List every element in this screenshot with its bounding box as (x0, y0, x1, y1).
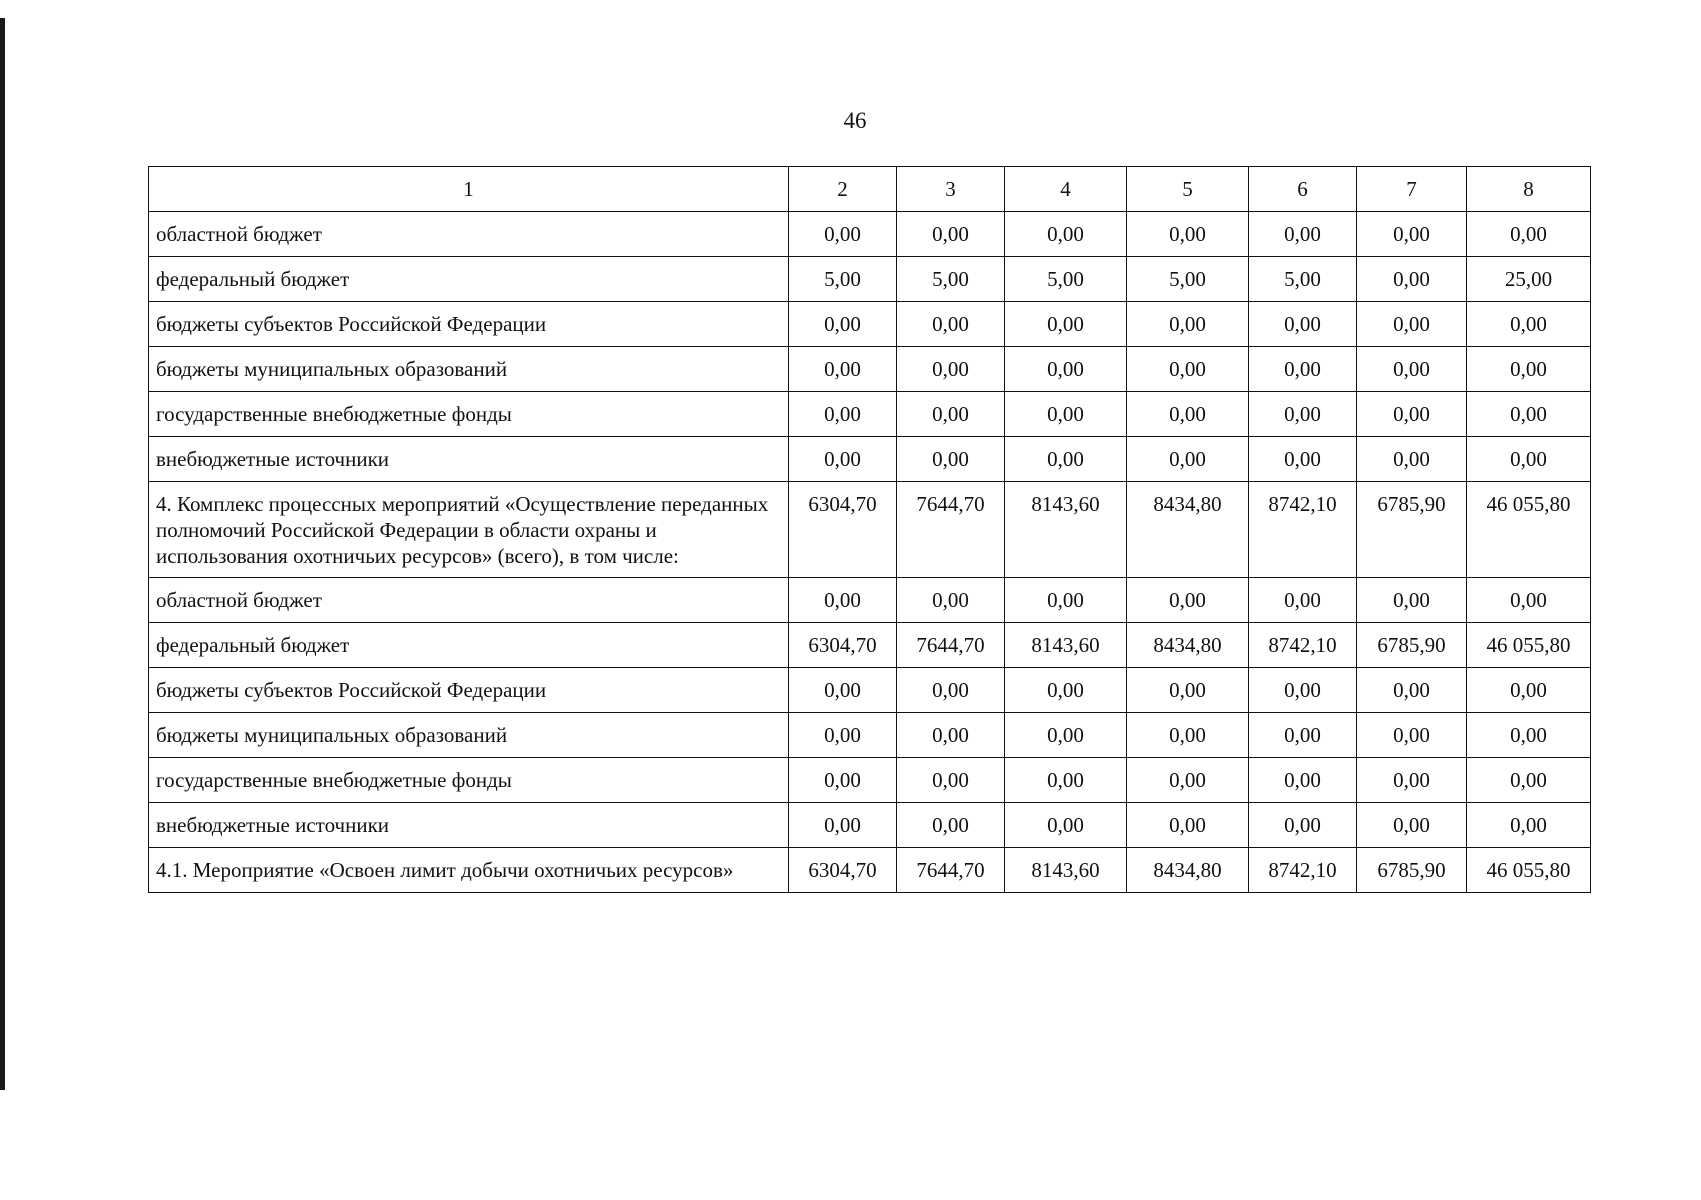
row-label: федеральный бюджет (149, 623, 789, 668)
cell-value: 46 055,80 (1467, 848, 1591, 893)
cell-value: 0,00 (1467, 212, 1591, 257)
table-row (149, 212, 1591, 257)
cell-value: 0,00 (897, 713, 1005, 758)
cell-value: 5,00 (1127, 257, 1249, 302)
page-number: 46 (843, 108, 867, 133)
cell-value: 6785,90 (1357, 623, 1467, 668)
cell-value: 0,00 (1249, 803, 1357, 848)
row-label: бюджеты муниципальных образований (149, 713, 789, 758)
cell-value: 8742,10 (1249, 848, 1357, 893)
row-label: областной бюджет (149, 212, 789, 257)
scan-edge-left (0, 18, 5, 1090)
cell-value: 6304,70 (789, 848, 897, 893)
cell-value: 0,00 (789, 302, 897, 347)
cell-value: 0,00 (1357, 578, 1467, 623)
cell-value: 0,00 (789, 803, 897, 848)
cell-value: 0,00 (1467, 392, 1591, 437)
row-label: бюджеты субъектов Российской Федерации (149, 302, 789, 347)
cell-value: 0,00 (1357, 257, 1467, 302)
cell-value: 5,00 (897, 257, 1005, 302)
cell-value: 0,00 (1005, 578, 1127, 623)
cell-value: 0,00 (1127, 713, 1249, 758)
column-header: 1 (149, 167, 789, 212)
table-row (149, 302, 1591, 347)
column-header: 2 (789, 167, 897, 212)
cell-value: 0,00 (897, 392, 1005, 437)
cell-value: 8742,10 (1249, 482, 1357, 578)
table-row (149, 257, 1591, 302)
cell-value: 0,00 (1127, 668, 1249, 713)
cell-value: 8143,60 (1005, 482, 1127, 578)
cell-value: 0,00 (1005, 212, 1127, 257)
cell-value: 0,00 (1005, 302, 1127, 347)
table-row (149, 848, 1591, 893)
cell-value: 0,00 (1249, 302, 1357, 347)
cell-value: 0,00 (1127, 347, 1249, 392)
cell-value: 0,00 (789, 713, 897, 758)
budget-table (148, 166, 1591, 893)
cell-value: 5,00 (789, 257, 897, 302)
row-label: бюджеты субъектов Российской Федерации (149, 668, 789, 713)
cell-value: 8143,60 (1005, 848, 1127, 893)
cell-value: 0,00 (897, 437, 1005, 482)
cell-value: 0,00 (789, 347, 897, 392)
table-row (149, 623, 1591, 668)
row-label: федеральный бюджет (149, 257, 789, 302)
column-header: 8 (1467, 167, 1591, 212)
cell-value: 0,00 (1467, 713, 1591, 758)
cell-value: 8434,80 (1127, 482, 1249, 578)
cell-value: 0,00 (1467, 668, 1591, 713)
cell-value: 0,00 (1357, 392, 1467, 437)
cell-value: 0,00 (1249, 347, 1357, 392)
column-header: 3 (897, 167, 1005, 212)
cell-value: 0,00 (1005, 668, 1127, 713)
cell-value: 0,00 (789, 758, 897, 803)
row-label: внебюджетные источники (149, 803, 789, 848)
table-row (149, 347, 1591, 392)
header-row (149, 167, 1591, 212)
cell-value: 0,00 (789, 668, 897, 713)
cell-value: 0,00 (1005, 392, 1127, 437)
table-row (149, 482, 1591, 578)
cell-value: 5,00 (1249, 257, 1357, 302)
cell-value: 0,00 (1357, 803, 1467, 848)
cell-value: 6785,90 (1357, 848, 1467, 893)
cell-value: 0,00 (1357, 347, 1467, 392)
cell-value: 0,00 (1467, 437, 1591, 482)
cell-value: 0,00 (1249, 392, 1357, 437)
cell-value: 0,00 (1249, 668, 1357, 713)
cell-value: 0,00 (1127, 437, 1249, 482)
cell-value: 7644,70 (897, 482, 1005, 578)
cell-value: 0,00 (789, 437, 897, 482)
cell-value: 8434,80 (1127, 623, 1249, 668)
cell-value: 0,00 (1005, 803, 1127, 848)
table-row (149, 578, 1591, 623)
cell-value: 46 055,80 (1467, 482, 1591, 578)
cell-value: 5,00 (1005, 257, 1127, 302)
cell-value: 0,00 (1249, 578, 1357, 623)
row-label: бюджеты муниципальных образований (149, 347, 789, 392)
cell-value: 0,00 (1005, 758, 1127, 803)
column-header: 7 (1357, 167, 1467, 212)
cell-value: 0,00 (1249, 758, 1357, 803)
cell-value: 0,00 (1357, 713, 1467, 758)
table-row (149, 803, 1591, 848)
cell-value: 46 055,80 (1467, 623, 1591, 668)
table-row (149, 668, 1591, 713)
cell-value: 0,00 (1467, 758, 1591, 803)
cell-value: 0,00 (897, 347, 1005, 392)
table-row (149, 713, 1591, 758)
cell-value: 0,00 (1127, 578, 1249, 623)
cell-value: 0,00 (897, 212, 1005, 257)
cell-value: 0,00 (1467, 578, 1591, 623)
cell-value: 0,00 (897, 758, 1005, 803)
cell-value: 0,00 (1127, 302, 1249, 347)
cell-value: 6304,70 (789, 623, 897, 668)
cell-value: 0,00 (897, 302, 1005, 347)
row-label: государственные внебюджетные фонды (149, 392, 789, 437)
cell-value: 0,00 (789, 392, 897, 437)
cell-value: 6304,70 (789, 482, 897, 578)
cell-value: 0,00 (897, 803, 1005, 848)
cell-value: 0,00 (1127, 212, 1249, 257)
row-label: государственные внебюджетные фонды (149, 758, 789, 803)
cell-value: 0,00 (1467, 803, 1591, 848)
table-row (149, 392, 1591, 437)
cell-value: 0,00 (1249, 437, 1357, 482)
cell-value: 0,00 (897, 578, 1005, 623)
cell-value: 0,00 (1357, 437, 1467, 482)
cell-value: 0,00 (1127, 803, 1249, 848)
cell-value: 8143,60 (1005, 623, 1127, 668)
table-row (149, 758, 1591, 803)
cell-value: 0,00 (1249, 713, 1357, 758)
cell-value: 0,00 (1467, 347, 1591, 392)
cell-value: 0,00 (1127, 392, 1249, 437)
column-header: 4 (1005, 167, 1127, 212)
cell-value: 0,00 (1005, 713, 1127, 758)
column-header: 5 (1127, 167, 1249, 212)
cell-value: 7644,70 (897, 848, 1005, 893)
row-label: внебюджетные источники (149, 437, 789, 482)
row-label: 4. Комплекс процессных мероприятий «Осуществление переданных полномочий Российской Федерации в области охраны и использования охотничьих ресурсов» (всего), в том числе: (149, 482, 789, 578)
cell-value: 0,00 (1357, 212, 1467, 257)
row-label: областной бюджет (149, 578, 789, 623)
cell-value: 0,00 (1249, 212, 1357, 257)
row-label: 4.1. Мероприятие «Освоен лимит добычи охотничьих ресурсов» (149, 848, 789, 893)
cell-value: 0,00 (789, 212, 897, 257)
cell-value: 0,00 (1467, 302, 1591, 347)
cell-value: 0,00 (1357, 668, 1467, 713)
cell-value: 8742,10 (1249, 623, 1357, 668)
cell-value: 0,00 (789, 578, 897, 623)
cell-value: 8434,80 (1127, 848, 1249, 893)
cell-value: 0,00 (897, 668, 1005, 713)
cell-value: 0,00 (1127, 758, 1249, 803)
cell-value: 0,00 (1357, 302, 1467, 347)
cell-value: 0,00 (1005, 437, 1127, 482)
cell-value: 0,00 (1005, 347, 1127, 392)
cell-value: 7644,70 (897, 623, 1005, 668)
cell-value: 6785,90 (1357, 482, 1467, 578)
cell-value: 25,00 (1467, 257, 1591, 302)
column-header: 6 (1249, 167, 1357, 212)
cell-value: 0,00 (1357, 758, 1467, 803)
table-row (149, 437, 1591, 482)
